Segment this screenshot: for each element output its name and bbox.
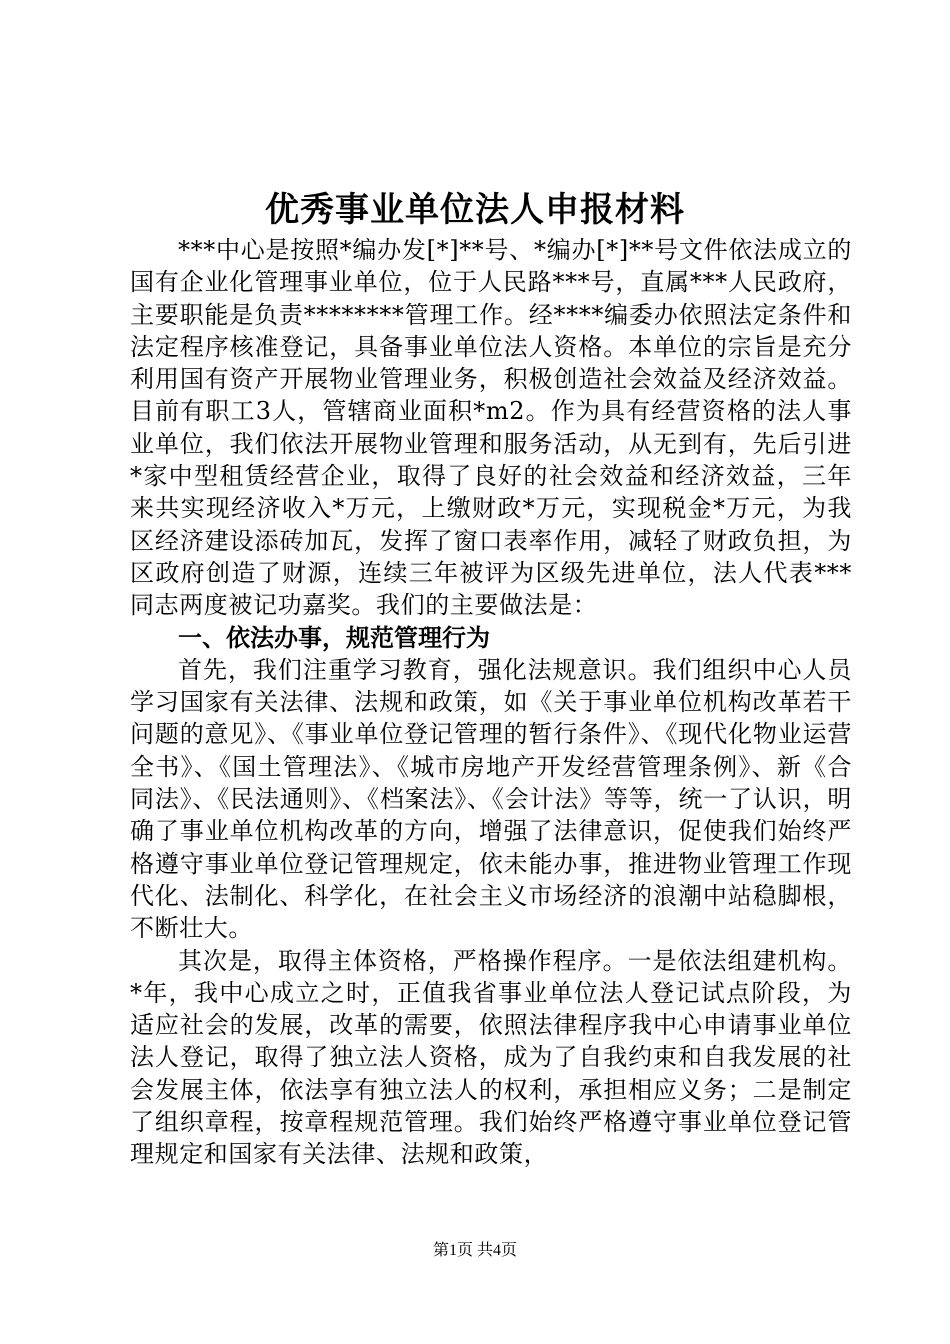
page-footer: 第1页 共4页 [432,1242,517,1259]
body-paragraph: 其次是，取得主体资格，严格操作程序。一是依法组建机构。*年，我中心成立之时，正值我省事业单位法人登记试点阶段，为适应社会的发展，改革的需要，依照法律程序我中心申请事业单位法人登记，取得了独立法人资格，成为了自我约束和自我发展的社会发展主体，依法享有独立法人的权利，承担相应义务；二是制定了组织章程，按章程规范管理。我们始终严格遵守事业单位登记管理规定和国家有关法律、法规和政策， [130,946,852,1169]
section-heading: 一、依法办事，规范管理行为 [178,623,490,652]
document-body [130,234,852,1171]
document-title: 优秀事业单位法人申报材料 [265,190,685,230]
body-paragraph: 首先，我们注重学习教育，强化法规意识。我们组织中心人员学习国家有关法律、法规和政策，如《关于事业单位机构改革若干问题的意见》、《事业单位登记管理的暂行条件》、《现代化物业运营全书》、《国土管理法》、《城市房地产开发经营管理条例》、新《合同法》、《民法通则》、《档案法》、《会计法》等等，统一了认识，明确了事业单位机构改革的方向，增强了法律意识，促使我们始终严格遵守事业单位登记管理规定，依未能办事，推进物业管理工作现代化、法制化、科学化，在社会主义市场经济的浪潮中站稳脚根，不断壮大。 [130,655,852,943]
intro-paragraph: ***中心是按照*编办发[*]**号、*编办[*]**号文件依法成立的国有企业化管理事业单位，位于人民路***号，直属***人民政府，主要职能是负责********管理工作。经****编委办依照法定条件和法定程序核准登记，具备事业单位法人资格。本单位的宗旨是充分利用国有资产开展物业管理业务，积极创造社会效益及经济效益。目前有职工3人，管辖商业面积*m2。作为具有经营资格的法人事业单位，我们依法开展物业管理和服务活动，从无到有，先后引进*家中型租赁经营企业，取得了良好的社会效益和经济效益，三年来共实现经济收入*万元，上缴财政*万元，实现税金*万元，为我区经济建设添砖加瓦，发挥了窗口表率作用，减轻了财政负担，为区政府创造了财源，连续三年被评为区级先进单位，法人代表***同志两度被记功嘉奖。我们的主要做法是： [130,236,852,620]
